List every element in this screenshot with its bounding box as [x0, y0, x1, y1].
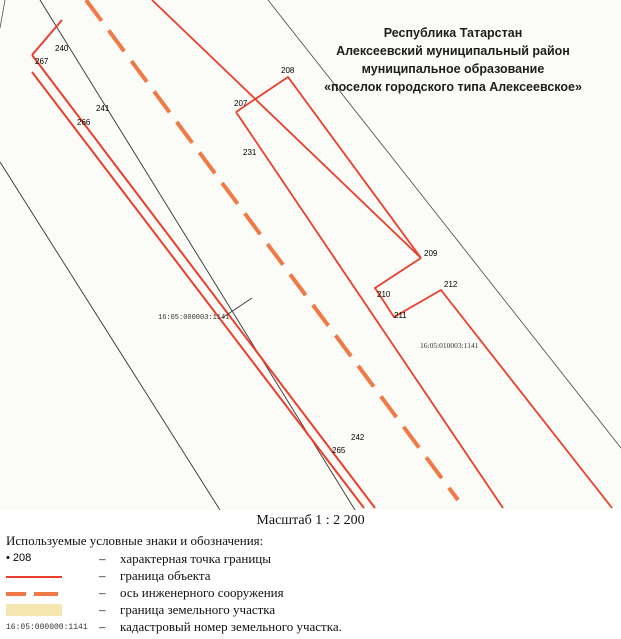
legend-text: граница объекта [120, 568, 211, 583]
title-line-3: муниципальное образование [361, 62, 545, 76]
point-label: 267 [35, 57, 49, 66]
cadastral-symbol-text: 16:05:000000:1141 [6, 623, 88, 632]
land-boundary-line [0, 162, 220, 510]
title-line-4: «поселок городского типа Алексеевское» [324, 80, 582, 94]
legend-dash: – [99, 602, 106, 617]
legend-text: граница земельного участка [120, 602, 276, 617]
title-line-1: Республика Татарстан [383, 26, 523, 40]
point-label: 231 [243, 148, 257, 157]
point-label: 212 [444, 280, 458, 289]
point-symbol-text: • 208 [6, 552, 32, 564]
legend-row-point [4, 551, 604, 567]
legend-heading: Используемые условные знаки и обозначения: [6, 533, 264, 548]
legend-dash: – [99, 551, 106, 566]
legend-text: ось инженерного сооружения [120, 585, 284, 600]
object-boundary-line [32, 72, 364, 508]
cadastral-number-label: 16:05:000003:1141 [158, 314, 230, 322]
object-boundary-line [375, 258, 612, 508]
point-label: 266 [77, 118, 91, 127]
land-plot-symbol [4, 602, 64, 618]
legend-dash: – [99, 585, 106, 600]
legend-text: характерная точка границы [120, 551, 271, 566]
map-title [298, 24, 608, 96]
legend-row-cadastral [4, 619, 604, 635]
boundary-point-symbol [4, 551, 64, 567]
legend-dash: – [99, 619, 106, 634]
point-label: 242 [351, 433, 365, 442]
object-boundary-symbol [4, 568, 64, 584]
point-label: 211 [394, 311, 407, 320]
point-label: 208 [281, 66, 295, 75]
cadastral-number-label: 16:05:010003:1141 [420, 341, 479, 350]
point-label: 210 [377, 290, 391, 299]
point-label: 209 [424, 249, 438, 258]
legend-dash: – [99, 568, 106, 583]
legend-text: кадастровый номер земельного участка. [120, 619, 342, 634]
point-label: 241 [96, 104, 110, 113]
title-line-2: Алексеевский муниципальный район [336, 44, 570, 58]
cadastral-number-symbol [4, 619, 88, 635]
engineering-axis-symbol [4, 585, 64, 601]
land-boundary-line [0, 0, 5, 28]
legend-row-land-plot [4, 602, 604, 618]
legend-row-object-boundary [4, 568, 604, 584]
object-boundary-line [236, 112, 503, 508]
point-label: 207 [234, 99, 248, 108]
point-label: 265 [332, 446, 346, 455]
scale-text: Масштаб 1 : 2 200 [256, 513, 365, 528]
legend-row-axis [4, 585, 604, 601]
point-label: 240 [55, 44, 69, 53]
